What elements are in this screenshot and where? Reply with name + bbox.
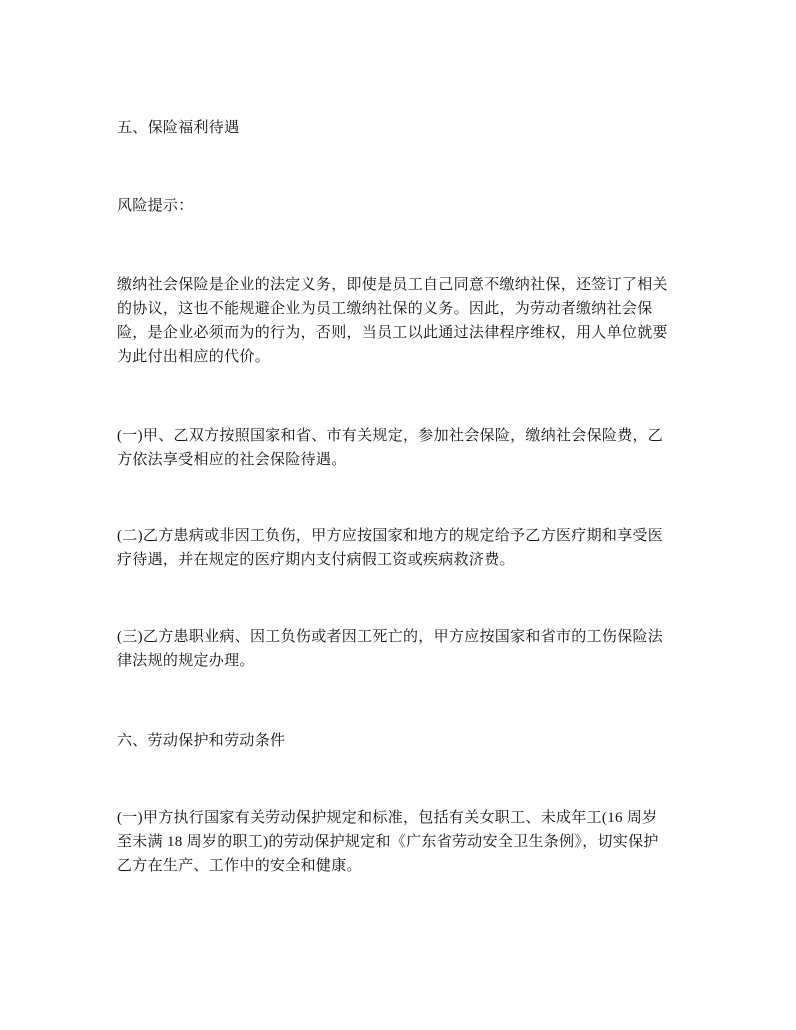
paragraph-line: (一)甲、乙双方按照国家和省、市有关规定，参加社会保险，缴纳社会保险费，乙 <box>117 428 664 444</box>
paragraph-line: (一)甲方执行国家有关劳动保护规定和标准，包括有关女职工、未成年工(16 周岁 <box>117 810 658 826</box>
risk-paragraph <box>117 273 687 369</box>
paragraph-line: 方依法享受相应的社会保险待遇。 <box>117 452 347 468</box>
paragraph-line: (三)乙方患职业病、因工负伤或者因工死亡的，甲方应按国家和省市的工伤保险法 <box>117 629 664 645</box>
paragraph-line: 至未满 18 周岁的职工)的劳动保护规定和《广东省劳动安全卫生条例》，切实保护 <box>117 834 659 850</box>
heading-text: 六、劳动保护和劳动条件 <box>117 733 286 749</box>
paragraph-line: 险，是企业必须而为的行为，否则，当员工以此通过法律程序维权，用人单位就要 <box>117 325 668 341</box>
heading-text: 五、保险福利待遇 <box>117 120 240 136</box>
insurance-clause-3 <box>117 625 687 673</box>
section-heading-protection <box>117 729 687 753</box>
paragraph-line: 为此付出相应的代价。 <box>117 349 271 365</box>
risk-label <box>117 194 687 218</box>
paragraph-line: 疗待遇，并在规定的医疗期内支付病假工资或疾病救济费。 <box>117 552 515 568</box>
paragraph-line: (二)乙方患病或非因工负伤，甲方应按国家和地方的规定给予乙方医疗期和享受医 <box>117 528 664 544</box>
insurance-clause-2 <box>117 524 687 572</box>
risk-label-text: 风险提示： <box>117 198 194 214</box>
paragraph-line: 的协议，这也不能规避企业为员工缴纳社保的义务。因此，为劳动者缴纳社会保 <box>117 301 653 317</box>
section-heading-insurance <box>117 116 687 140</box>
insurance-clause-1 <box>117 424 687 472</box>
protection-clause-1 <box>117 806 687 878</box>
paragraph-line: 缴纳社会保险是企业的法定义务，即使是员工自己同意不缴纳社保，还签订了相关 <box>117 277 668 293</box>
paragraph-line: 乙方在生产、工作中的安全和健康。 <box>117 858 362 874</box>
paragraph-line: 律法规的规定办理。 <box>117 653 255 669</box>
